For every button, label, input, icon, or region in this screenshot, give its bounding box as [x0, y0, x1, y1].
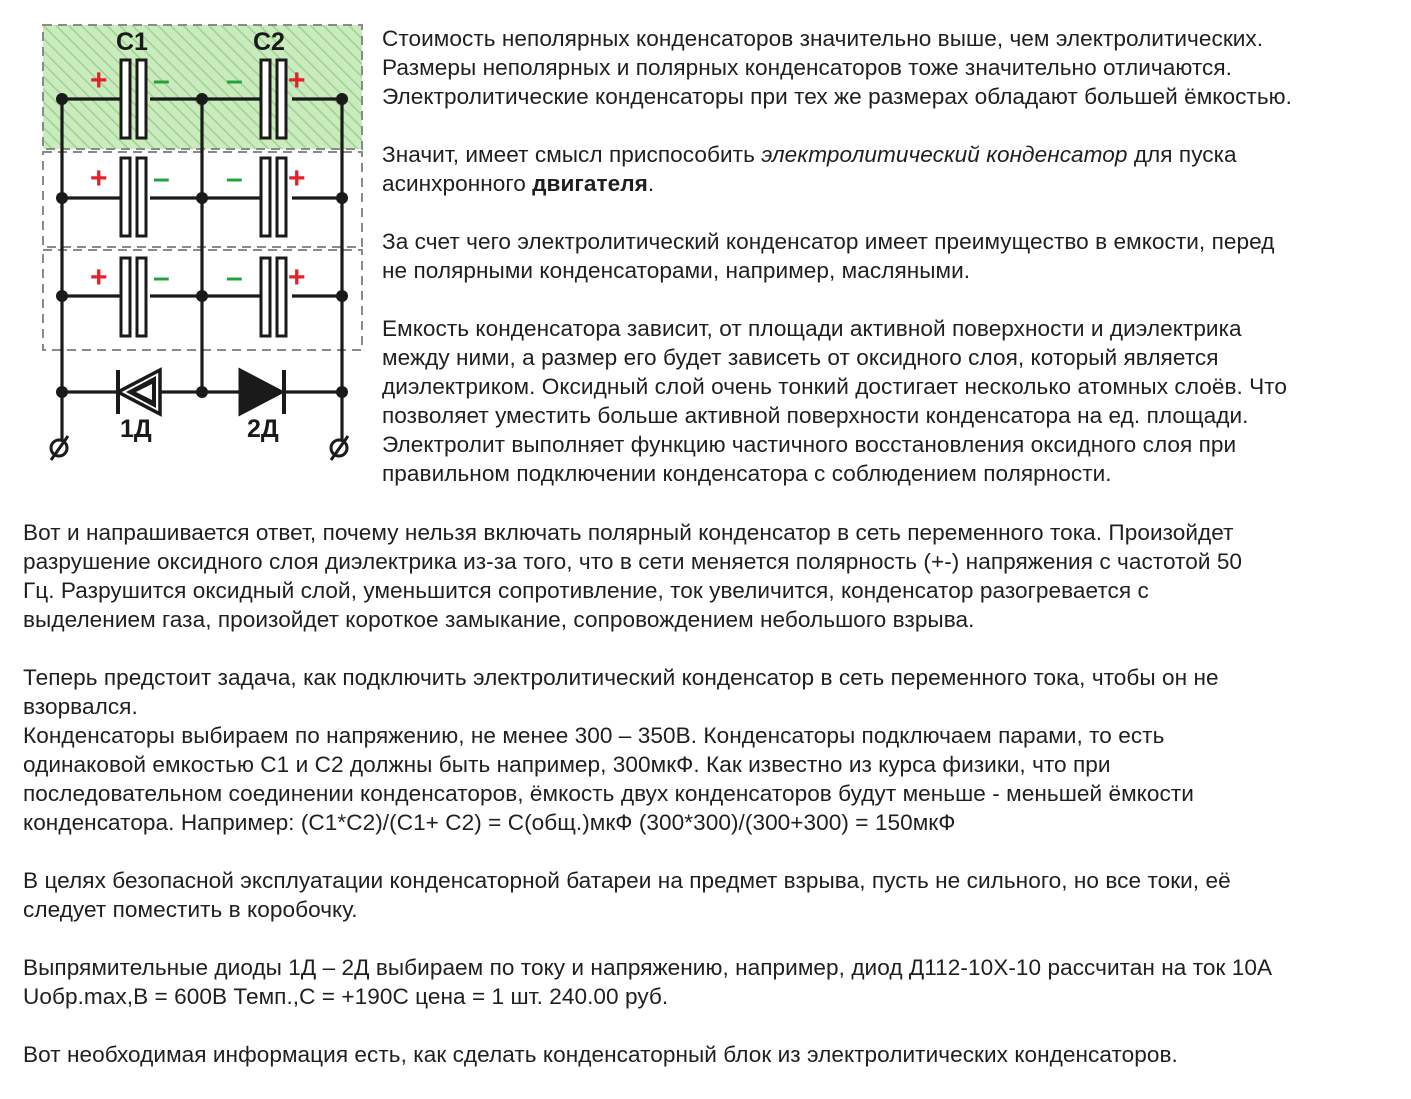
text-line: Стоимость неполярных конденсаторов значительно выше, чем электролитических.	[382, 26, 1264, 51]
text-line: одинаковой емкостью С1 и С2 должны быть например, 300мкФ. Как известно из курса физики, что при	[23, 752, 1111, 777]
text-line: правильном подключении конденсатора с соблюдением полярности.	[382, 461, 1112, 486]
text-line: асинхронного двигателя.	[382, 171, 655, 196]
paragraph-capacity	[382, 314, 1402, 488]
text-line: В целях безопасной эксплуатации конденсаторной батареи на предмет взрыва, пусть не сильного, но все токи, её	[23, 868, 1231, 893]
text-line: Значит, имеет смысл приспособить электролитический конденсатор для пуска	[382, 142, 1237, 167]
text-line: Электролитические конденсаторы при тех же размерах обладают большей ёмкостью.	[382, 84, 1292, 109]
text-line: следует поместить в коробочку.	[23, 897, 358, 922]
plus-mark: +	[90, 261, 108, 294]
minus-mark: –	[153, 64, 170, 97]
plus-mark: +	[288, 162, 306, 195]
text-line: взорвался.	[23, 694, 138, 719]
minus-mark: –	[226, 261, 243, 294]
text-line: Электролит выполняет функцию частичного восстановления оксидного слоя при	[382, 432, 1237, 457]
capacitor-c1-row3	[121, 258, 146, 336]
capacitor-bank-schematic	[22, 18, 374, 470]
text-line: Выпрямительные диоды 1Д – 2Д выбираем по току и напряжению, например, диод Д112-10Х-10 рассчитан на ток 10А	[23, 955, 1273, 980]
plus-mark: +	[90, 162, 108, 195]
text-line: За счет чего электролитический конденсатор имеет преимущество в емкости, перед	[382, 229, 1275, 254]
minus-mark: –	[153, 261, 170, 294]
minus-mark: –	[226, 162, 243, 195]
text-line: Конденсаторы выбираем по напряжению, не менее 300 – 350В. Конденсаторы подключаем парами, то есть	[23, 723, 1165, 748]
plus-mark: +	[288, 261, 306, 294]
text-line: последовательном соединении конденсаторов, ёмкость двух конденсаторов будут меньше - меньшей ёмкости	[23, 781, 1194, 806]
diode-1d	[118, 370, 160, 414]
paragraph-task	[23, 663, 1408, 837]
capacitor-c2-row2	[261, 158, 286, 236]
label-2d: 2Д	[247, 415, 279, 443]
text-line: конденсатора. Например: (С1*С2)/(С1+ С2) = С(общ.)мкФ (300*300)/(300+300) = 150мкФ	[23, 810, 956, 835]
terminal-left	[51, 436, 68, 460]
text-line: между ними, а размер его будет зависеть от оксидного слоя, который является	[382, 345, 1219, 370]
paragraph-advantage	[382, 227, 1402, 285]
minus-mark: –	[153, 162, 170, 195]
minus-mark: –	[226, 64, 243, 97]
emphasis-electrolytic: электролитический конденсатор	[761, 142, 1128, 167]
intro-text	[382, 24, 1402, 488]
label-c1: C1	[116, 28, 148, 56]
text-line: диэлектриком. Оксидный слой очень тонкий достигает несколько атомных слоёв. Что	[382, 374, 1288, 399]
text-line: Вот необходимая информация есть, как сделать конденсаторный блок из электролитических конденсаторов.	[23, 1042, 1178, 1067]
paragraph-safety	[23, 866, 1408, 924]
text-line: Гц. Разрушится оксидный слой, уменьшится сопротивление, ток увеличится, конденсатор разогревается с	[23, 578, 1149, 603]
text-line: позволяет уместить больше активной поверхности конденсатора на ед. площади.	[382, 403, 1249, 428]
paragraph-conclusion	[382, 140, 1402, 198]
text-line: Теперь предстоит задача, как подключить электролитический конденсатор в сеть переменного тока, чтобы он не	[23, 665, 1219, 690]
paragraph-summary	[23, 1040, 1408, 1069]
text-line: не полярными конденсаторами, например, масляными.	[382, 258, 971, 283]
label-1d: 1Д	[120, 415, 152, 443]
plus-mark: +	[90, 64, 108, 97]
terminal-right	[331, 436, 348, 460]
plus-mark: +	[288, 64, 306, 97]
text-line: Вот и напрашивается ответ, почему нельзя включать полярный конденсатор в сеть переменного тока. Произойдет	[23, 520, 1234, 545]
capacitor-c2-row3	[261, 258, 286, 336]
text-line: разрушение оксидного слоя диэлектрика из-за того, что в сети меняется полярность (+-) напряжения с частотой 50	[23, 549, 1243, 574]
diode-2d	[240, 370, 284, 414]
text-line: выделением газа, произойдет короткое замыкание, сопровождением небольшого взрыва.	[23, 607, 975, 632]
text-line: Емкость конденсатора зависит, от площади активной поверхности и диэлектрика	[382, 316, 1242, 341]
paragraph-diodes	[23, 953, 1408, 1011]
text-line: Размеры неполярных и полярных конденсаторов тоже значительно отличаются.	[382, 55, 1232, 80]
bold-motor: двигателя	[532, 171, 648, 196]
body-text	[23, 518, 1408, 1069]
paragraph-ac-danger	[23, 518, 1408, 634]
label-c2: C2	[253, 28, 285, 56]
paragraph-cost	[382, 24, 1402, 111]
capacitor-c1-row2	[121, 158, 146, 236]
text-line: Uобр.max,В = 600В Темп.,С = +190С цена = 1 шт. 240.00 руб.	[23, 984, 669, 1009]
